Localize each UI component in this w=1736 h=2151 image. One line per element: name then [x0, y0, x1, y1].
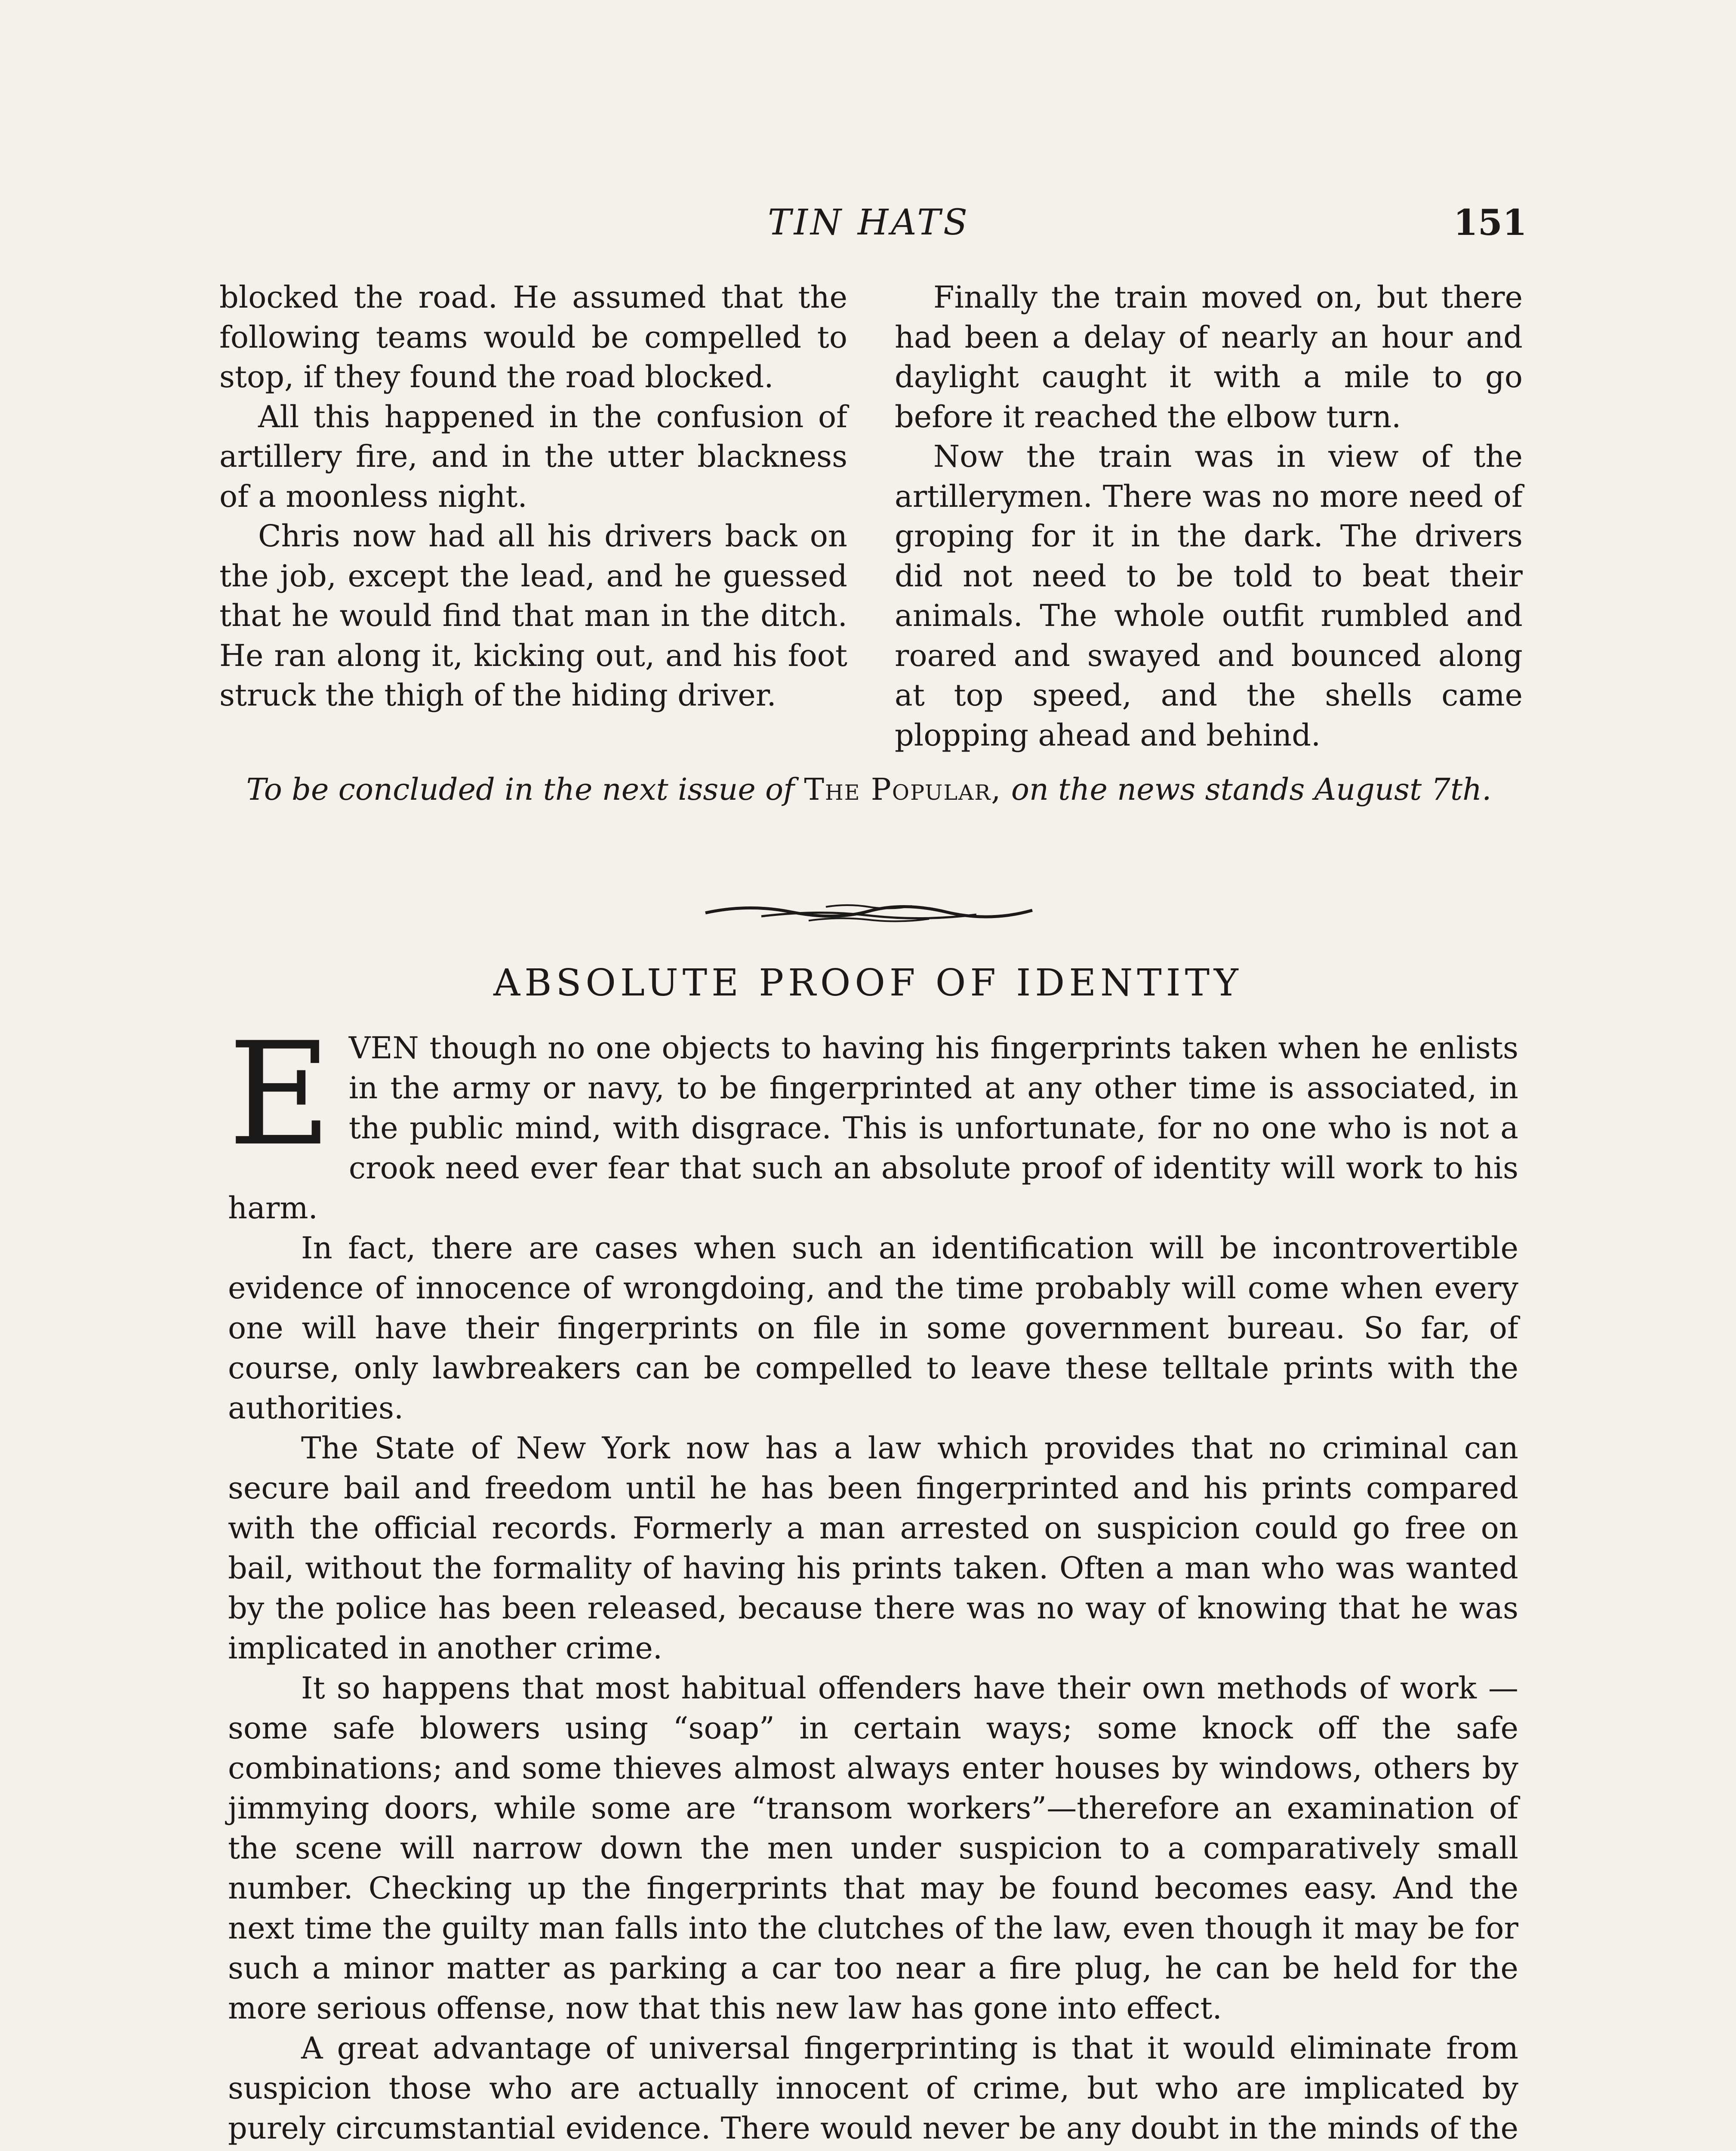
right-column	[895, 277, 1523, 755]
article-paragraph: A great advantage of universal fingerprinting is that it would eliminate from suspicion those who are actually innocent of crime, but who are implicated by purely circumstantial evidence. There would never be any doubt in the minds of the	[228, 2031, 1518, 2146]
story-paragraph: Finally the train moved on, but there had been a delay of nearly an hour and daylight caught it with a mile to go before it reached the elbow turn.	[895, 280, 1523, 435]
story-paragraph: Now the train was in view of the artillerymen. There was no more need of groping for it in the dark. The drivers did not need to be told to beat their animals. The whole outfit rumbled and roared and swayed and bounced along at top speed, and the shells came plopping ahead and behind.	[895, 439, 1523, 753]
article-paragraph	[228, 1012, 1518, 1228]
magazine-name: The Popular,	[804, 772, 1002, 807]
article-paragraph: The State of New York now has a law which provides that no criminal can secure bail and freedom until he has been fingerprinted and his prints compared with the official records. Formerly a man arrested on suspicion could go free on bail, without the formality of having his prints taken. Often a man who was wanted by the police has been released, because there was no way of knowing that he was implicated in another crime.	[228, 1430, 1518, 1666]
article-paragraph: In fact, there are cases when such an identification will be incontrovertible evidence of innocence of wrongdoing, and the time probably will come when every one will have their fingerprints on file in some government bureau. So far, of course, only lawbreakers can be compelled to leave these telltale prints with the authorities.	[228, 1230, 1518, 1426]
story-columns	[219, 277, 1523, 759]
running-title: TIN HATS	[767, 202, 970, 243]
section-divider-ornament	[697, 895, 1041, 929]
left-column	[219, 277, 847, 715]
story-paragraph: All this happened in the confusion of artillery fire, and in the utter blackness of a moonless night.	[219, 399, 847, 514]
continued-note-before: To be concluded in the next issue of	[246, 772, 795, 807]
article-paragraph: It so happens that most habitual offenders have their own methods of work —some safe blowers using “soap” in certain ways; some knock off the safe combinations; and some thieves almost always enter houses by windows, others by jimmying doors, while some are “transom workers”—therefore an examination of the scene will narrow down the men under suspicion to a comparatively small number. Checking up the fingerprints that may be found becomes easy. And the next time the guilty man falls into the clutches of the law, even though it may be for such a minor matter as parking a car too near a fire plug, he can be held for the more serious offense, now that this new law has gone into effect.	[228, 1670, 1518, 2026]
article-body	[228, 1012, 1518, 2151]
continued-note-after: on the news stands August 7th.	[1011, 772, 1492, 807]
running-header	[224, 202, 1527, 250]
article-title: ABSOLUTE PROOF OF IDENTITY	[493, 961, 1243, 1005]
drop-cap: E	[228, 1012, 332, 1177]
story-paragraph: Chris now had all his drivers back on the job, except the lead, and he guessed that he would find that man in the ditch. He ran along it, kicking out, and his foot struck the thigh of the hiding driver.	[219, 518, 847, 713]
story-paragraph: blocked the road. He assumed that the following teams would be compelled to stop, if they found the road blocked.	[219, 280, 847, 394]
page-number: 151	[1453, 202, 1527, 243]
continued-note	[232, 770, 1505, 809]
first-paragraph-text: VEN though no one objects to having his fingerprints taken when he enlists in the army or navy, to be fingerprinted at any other time is associated, in the public mind, with disgrace. This is unfortunate, for no one who is not a crook need ever fear that such an absolute proof of identity will work to his harm.	[228, 1030, 1518, 1226]
